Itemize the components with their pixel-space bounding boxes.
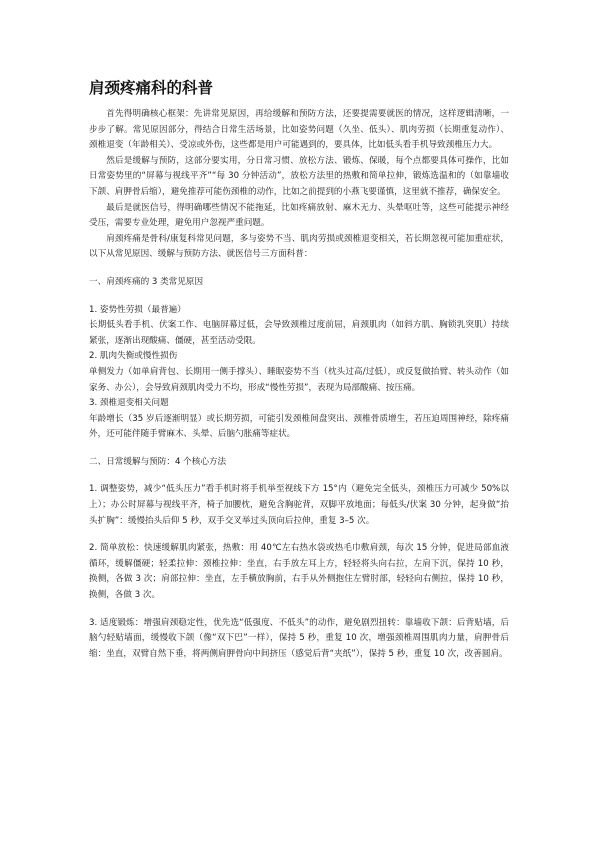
document-body [89,78,509,662]
section-heading-causes: 一、肩颈疼痛的 3 类常见原因 [89,276,204,287]
page-title: 肩颈疼痛科的科普 [89,79,214,97]
intro-paragraph-1: 首先得明确核心框架：先讲常见原因，再给缓解和预防方法，还要提需要就医的情况，这样逻辑清晰，一步步了解。常见原因部分，得结合日常生活场景，比如姿势问题（久坐、低头）、肌肉劳损（长期重复动作）、颈椎退变（年龄相关）、受凉或外伤，这些都是用户可能遇到的，要具体，比如低头看手机导致颈椎压力大。 [89,109,509,151]
section-heading-relief: 二、日常缓解与预防：4 个核心方法 [89,456,227,467]
cause-label-2: 2. 肌肉失衡或慢性损伤 [89,351,178,362]
relief-method-2: 2. 简单放松：快速缓解肌肉紧张，热敷：用 40℃左右热水袋或热毛巾敷肩颈，每次 15 分钟，促进局部血液循环，缓解僵硬；轻柔拉伸：颈椎拉伸：坐直，右手放左耳上方，轻轻将头向右拉，左肩下沉，保持 10 秒，换侧，各做 3 次；肩部拉伸：坐直，左手横放胸前，右手从外侧抱住左臂肘部，轻轻向右侧拉，保持 10 秒，换侧，各做 3 次。 [89,543,509,601]
relief-method-1: 1. 调整姿势，减少“低头压力”看手机时将手机举至视线下方 15°内（避免完全低头，颈椎压力可减少 50%以上）；办公时屏幕与视线平齐，椅子加腰枕，避免含胸驼背，双脚平放地面；每低头/伏案 30 分钟，起身做“抬头扩胸”：缓慢抬头后仰 5 秒，双手交叉举过头顶向后拉伸，重复 3–5 次。 [89,484,509,526]
intro-paragraph-4: 肩颈疼痛是骨科/康复科常见问题，多与姿势不当、肌肉劳损或颈椎退变相关，若长期忽视可能加重症状，以下从常见原因、缓解与预防方法、就医信号三方面科普： [89,233,509,260]
cause-label-1: 1. 姿势性劳损（最普遍） [89,304,186,315]
cause-text-1: 长期低头看手机、伏案工作、电脑屏幕过低，会导致颈椎过度前屈，肩颈肌肉（如斜方肌、胸锁乳突肌）持续紧张，逐渐出现酸痛、僵硬，甚至活动受限。 [89,320,509,346]
relief-method-3: 3. 适度锻炼：增强肩颈稳定性，优先选“低强度、不低头”的动作，避免剧烈扭转：靠墙收下颌：后背贴墙，后脑勺轻贴墙面，缓慢收下颌（像“双下巴”一样），保持 5 秒，重复 10 次，增强颈椎周围肌肉力量，肩胛骨后缩：坐直，双臂自然下垂，将两侧肩胛骨向中间挤压（感觉后背“夹纸”），保持 5 秒，重复 10 次，改善圆肩。 [89,617,509,659]
cause-text-3: 年龄增长（35 岁后逐渐明显）或长期劳损，可能引发颈椎间盘突出、颈椎骨质增生，若压迫周围神经，除疼痛外，还可能伴随手臂麻木、头晕、后脑勺胀痛等症状。 [89,413,509,440]
cause-text-2: 单侧发力（如单肩背包、长期用一侧手撑头）、睡眠姿势不当（枕头过高/过低），或反复做抬臂、转头动作（如家务、办公），会导致肩颈肌肉受力不均，形成“慢性劳损”，表现为局部酸痛、按压痛。 [89,366,509,393]
cause-label-3: 3. 颈椎退变相关问题 [89,398,169,409]
intro-paragraph-2: 然后是缓解与预防，这部分要实用，分日常习惯、放松方法、锻炼、保暖，每个点都要具体可操作，比如日常姿势里的“屏幕与视线平齐”“每 30 分钟活动”，放松方法里的热敷和简单拉伸，锻炼选温和的（如靠墙收下颌、肩胛骨后缩），避免推荐可能伤颈椎的动作，比如之前提到的小燕飞要谨慎，这里就不推荐，确保安全。 [89,155,509,197]
intro-paragraph-3: 最后是就医信号，得明确哪些情况不能拖延，比如疼痛放射、麻木无力、头晕呕吐等，这些可能提示神经受压，需要专业处理，避免用户忽视严重问题。 [89,202,509,229]
